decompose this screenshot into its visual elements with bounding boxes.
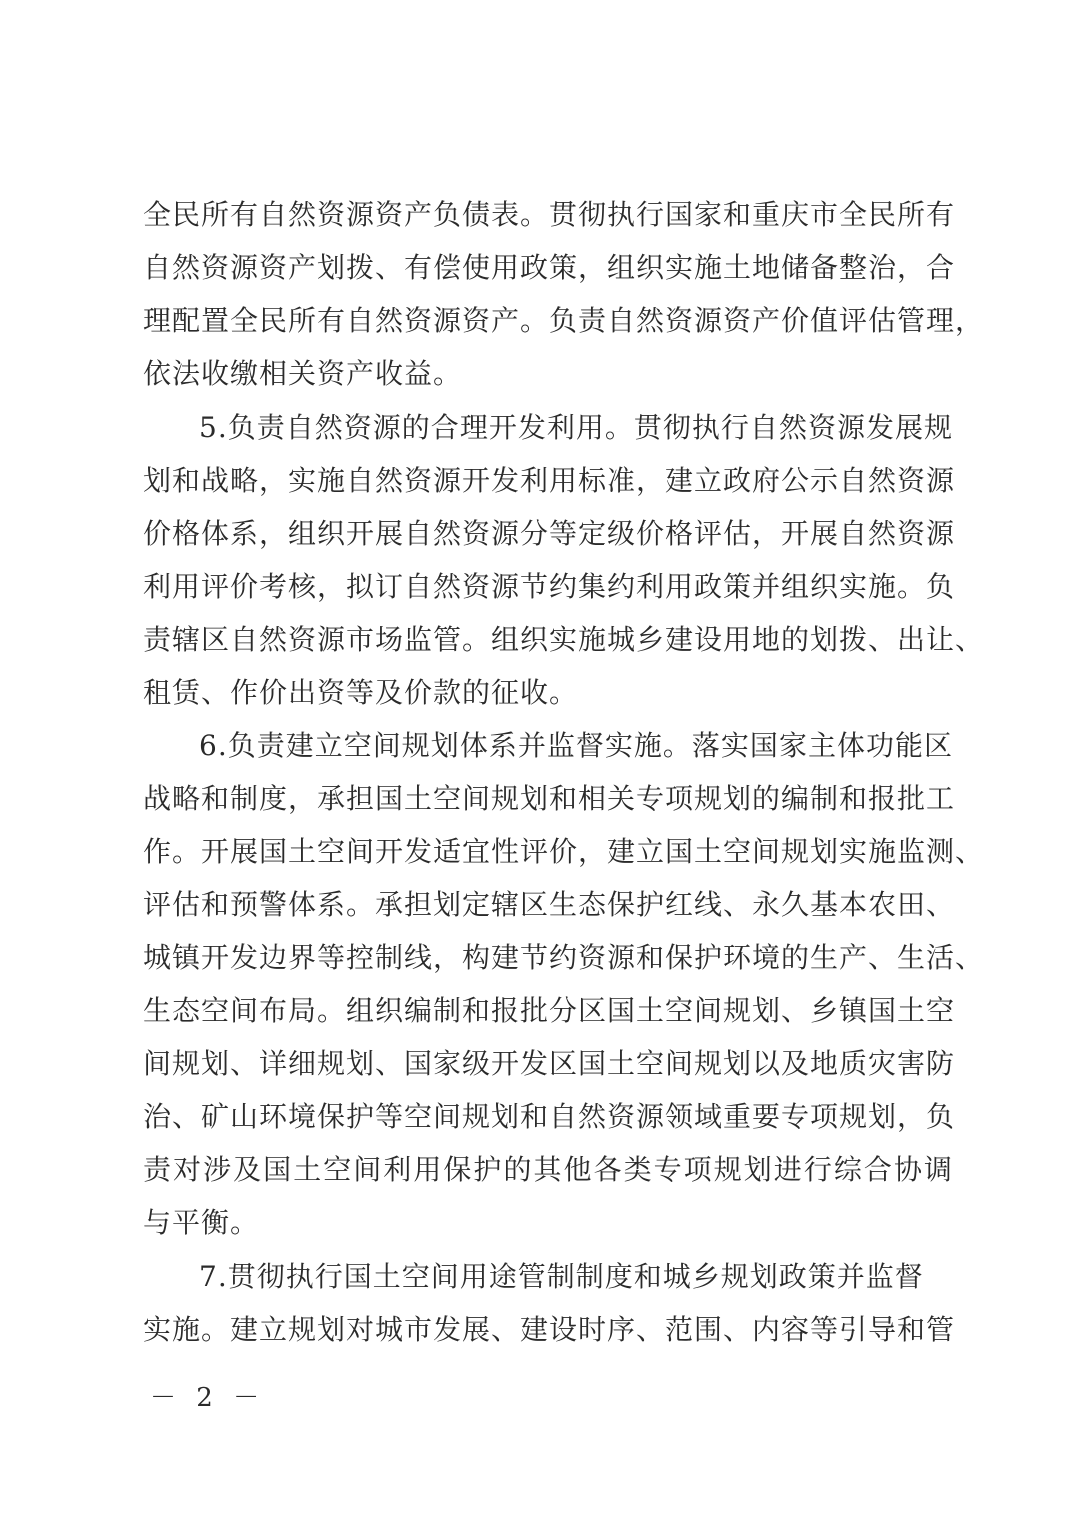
text-line: 利用评价考核，拟订自然资源节约集约利用政策并组织实施。负 (143, 570, 956, 603)
text-line: 价格体系，组织开展自然资源分等定级价格评估，开展自然资源 (143, 517, 956, 550)
paragraph-7-start: 7.贯彻执行国土空间用途管制制度和城乡规划政策并监督 (199, 1260, 924, 1293)
paragraph-5-start: 5.负责自然资源的合理开发利用。贯彻执行自然资源发展规 (199, 411, 953, 444)
text-line: 实施。建立规划对城市发展、建设时序、范围、内容等引导和管 (143, 1313, 956, 1346)
text-line: 与平衡。 (143, 1206, 260, 1239)
paragraph-6-start: 6.负责建立空间规划体系并监督实施。落实国家主体功能区 (199, 729, 953, 762)
text-line: 战略和制度，承担国土空间规划和相关专项规划的编制和报批工 (143, 782, 956, 815)
text-line: 作。开展国土空间开发适宜性评价，建立国土空间规划实施监测、 (143, 835, 985, 868)
text-line: 自然资源资产划拨、有偿使用政策，组织实施土地储备整治，合 (143, 251, 956, 284)
text-line: 划和战略，实施自然资源开发利用标准，建立政府公示自然资源 (143, 464, 956, 497)
text-line: 间规划、详细规划、国家级开发区国土空间规划以及地质灾害防 (143, 1047, 956, 1080)
text-line: 租赁、作价出资等及价款的征收。 (143, 676, 579, 709)
page-number: － 2 － (150, 1383, 266, 1413)
text-line: 城镇开发边界等控制线，构建节约资源和保护环境的生产、生活、 (143, 941, 985, 974)
text-line: 责辖区自然资源市场监管。组织实施城乡建设用地的划拨、出让、 (143, 623, 985, 656)
text-line: 责对涉及国土空间利用保护的其他各类专项规划进行综合协调 (143, 1153, 953, 1186)
text-line: 全民所有自然资源资产负债表。贯彻执行国家和重庆市全民所有 (143, 198, 956, 231)
text-line: 生态空间布局。组织编制和报批分区国土空间规划、乡镇国土空 (143, 994, 956, 1027)
text-line: 治、矿山环境保护等空间规划和自然资源领域重要专项规划，负 (143, 1100, 956, 1133)
text-line: 理配置全民所有自然资源资产。负责自然资源资产价值评估管理， (143, 304, 985, 337)
text-line: 评估和预警体系。承担划定辖区生态保护红线、永久基本农田、 (143, 888, 956, 921)
text-line: 依法收缴相关资产收益。 (143, 357, 463, 390)
